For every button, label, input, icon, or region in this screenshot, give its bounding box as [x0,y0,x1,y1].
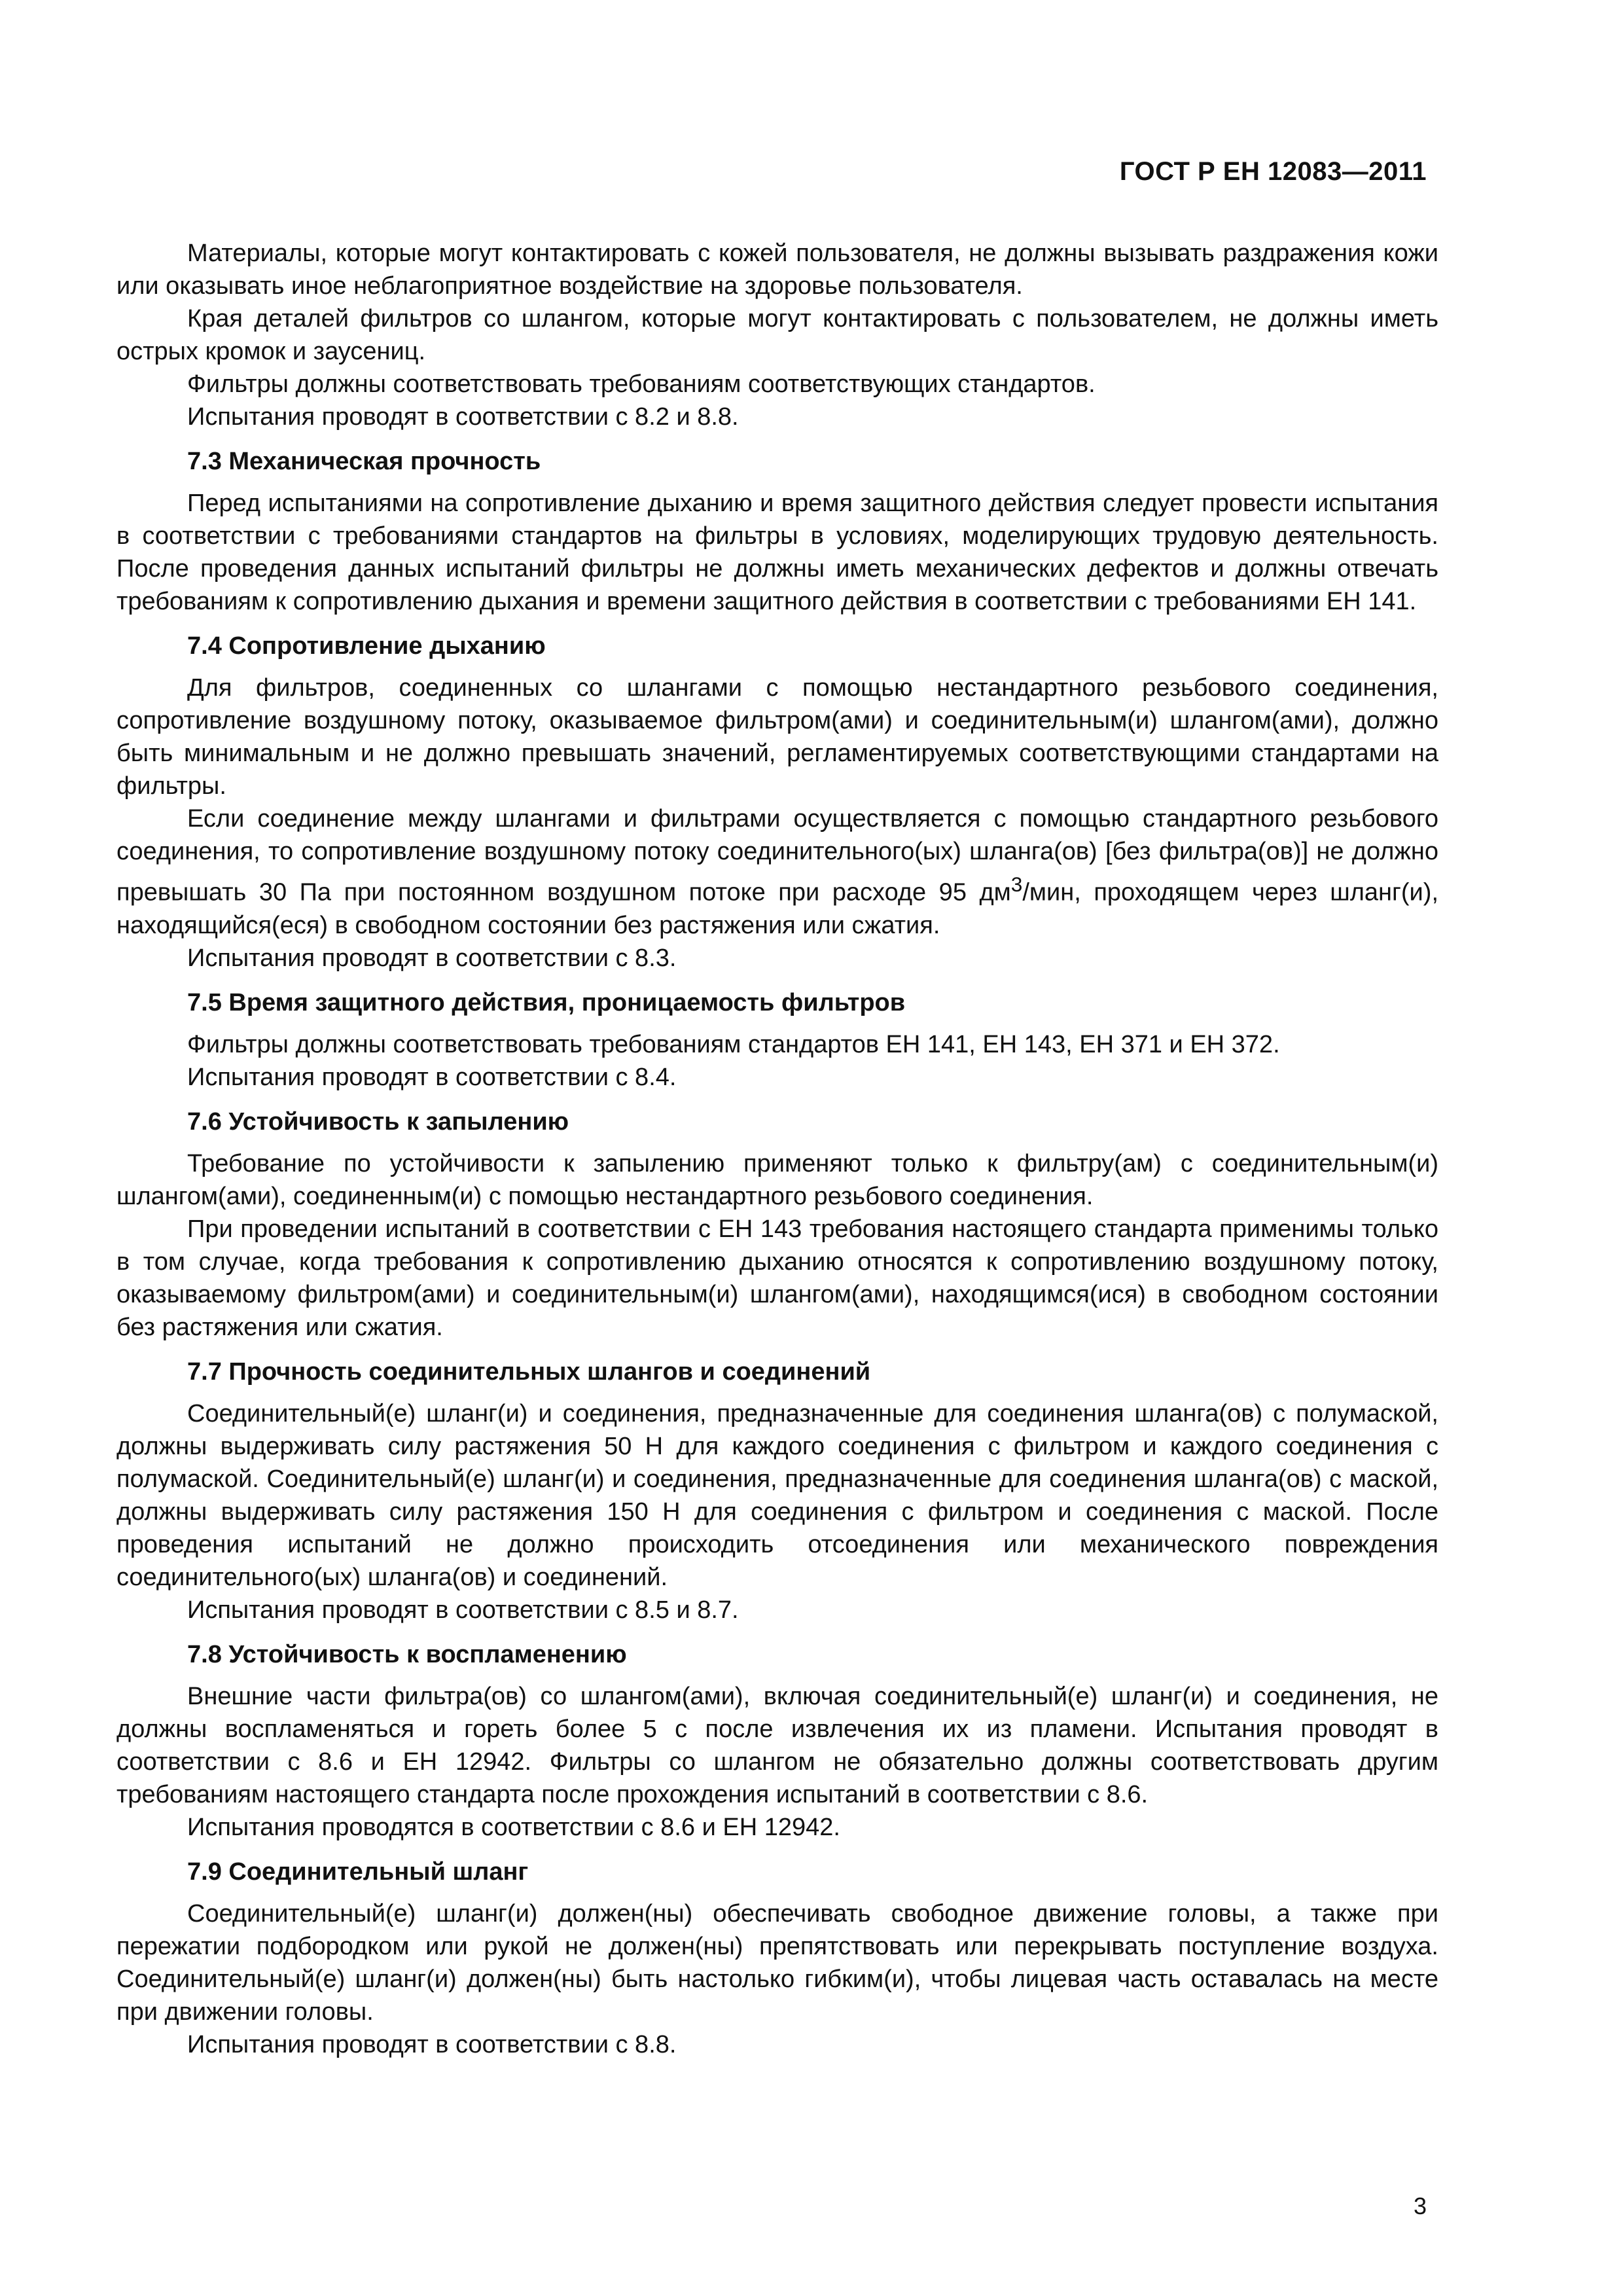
paragraph: Фильтры должны соответствовать требованиям соответствующих стандартов. [187,370,1096,398]
standard-code-header: ГОСТ Р ЕН 12083—2011 [1119,157,1427,186]
paragraph: Фильтры должны соответствовать требованиям стандартов ЕН 141, ЕН 143, ЕН 371 и ЕН 372. [187,1030,1280,1058]
paragraph: Испытания проводятся в соответствии с 8.6 и ЕН 12942. [187,1813,840,1841]
paragraph: Внешние части фильтра(ов) со шлангом(ами), включая соединительный(е) шланг(и) и соединения, не должны воспламеняться и гореть более 5 с после извлечения их из пламени. Испытания проводят в соответствии с 8.6 и ЕН 12942. Фильтры со шлангом не обязательно должны соответствовать другим требованиям настоящего стандарта после прохождения испытаний в соответствии с 8.6. [116,1682,1438,1808]
paragraph: Соединительный(е) шланг(и) должен(ны) обеспечивать свободное движение головы, а также при пережатии подбородком или рукой не должен(ны) препятствовать или перекрывать поступление воздуха. Соединительный(е) шланг(и) должен(ны) быть настолько гибким(и), чтобы лицевая часть оставалась на месте при движении головы. [116,1899,1438,2026]
paragraph: Материалы, которые могут контактировать с кожей пользователя, не должны вызывать раздражения кожи или оказывать иное неблагоприятное воздействие на здоровье пользователя. [116,240,1438,300]
section-heading-7-5: 7.5 Время защитного действия, проницаемость фильтров [187,988,906,1016]
page-number: 3 [1413,2193,1427,2219]
section-heading-7-3: 7.3 Механическая прочность [187,448,541,475]
paragraph: При проведении испытаний в соответствии с ЕН 143 требования настоящего стандарта применимы только в том случае, когда требования к сопротивлению дыханию относятся к сопротивлению воздушному потоку, оказываемому фильтром(ами) и соединительным(и) шлангом(ами), находящимся(ися) в свободном состоянии без растяжения или сжатия. [116,1215,1438,1341]
paragraph: Соединительный(е) шланг(и) и соединения, предназначенные для соединения шланга(ов) с полумаской, должны выдерживать силу растяжения 50 Н для каждого соединения с фильтром и каждого соединения с полумаской. Соединительный(е) шланг(и) и соединения, предназначенные для соединения шланга(ов) с маской, должны выдерживать силу растяжения 150 Н для соединения с фильтром и соединения с маской. После проведения испытаний не должно происходить отсоединения или механического повреждения соединительного(ых) шланга(ов) и соединений. [116,1399,1438,1591]
paragraph: Испытания проводят в соответствии с 8.2 и 8.8. [187,403,739,431]
text-fragment: Если соединение между шлангами и фильтрами осуществляется с помощью стандартного резьбового соединения, то сопротивление воздушному потоку соединительного(ых) шланга(ов) [без фильтра(ов)] не должно превышать 30 Па при постоянном воздушном потоке при расходе 95 дм [116,805,1438,906]
paragraph: Испытания проводят в соответствии с 8.4. [187,1063,677,1091]
document-body [116,237,1438,2061]
paragraph: Испытания проводят в соответствии с 8.5 и 8.7. [187,1596,739,1624]
section-heading-7-9: 7.9 Соединительный шланг [187,1857,529,1886]
paragraph: Перед испытаниями на сопротивление дыханию и время защитного действия следует провести испытания в соответствии с требованиями стандартов на фильтры в условиях, моделирующих трудовую деятельность. После проведения данных испытаний фильтры не должны иметь механических дефектов и должны отвечать требованиям к сопротивлению дыхания и времени защитного действия в соответствии с требованиями ЕН 141. [116,490,1438,615]
paragraph: Для фильтров, соединенных со шлангами с помощью нестандартного резьбового соединения, сопротивление воздушному потоку, оказываемое фильтром(ами) и соединительным(и) шлангом(ами), должно быть минимальным и не должно превышать значений, регламентируемых соответствующими стандартами на фильтры. [116,674,1438,800]
paragraph: Испытания проводят в соответствии с 8.3. [187,944,677,972]
section-heading-7-4: 7.4 Сопротивление дыханию [187,632,546,660]
text-fragment: /мин, проходящем через шланг(и), находящийся(еся) в свободном состоянии без растяжения или сжатия. [116,878,1438,939]
paragraph: Требование по устойчивости к запылению применяют только к фильтру(ам) с соединительным(и) шлангом(ами), соединенным(и) с помощью нестандартного резьбового соединения. [116,1149,1438,1210]
paragraph: Испытания проводят в соответствии с 8.8. [187,2030,677,2058]
paragraph: Края деталей фильтров со шлангом, которые могут контактировать с пользователем, не должны иметь острых кромок и заусениц. [116,305,1438,365]
section-heading-7-7: 7.7 Прочность соединительных шлангов и соединений [187,1357,871,1386]
paragraph-with-superscript [116,802,1438,942]
section-heading-7-8: 7.8 Устойчивость к воспламенению [187,1640,627,1668]
superscript: 3 [1010,872,1023,896]
section-heading-7-6: 7.6 Устойчивость к запылению [187,1107,569,1136]
